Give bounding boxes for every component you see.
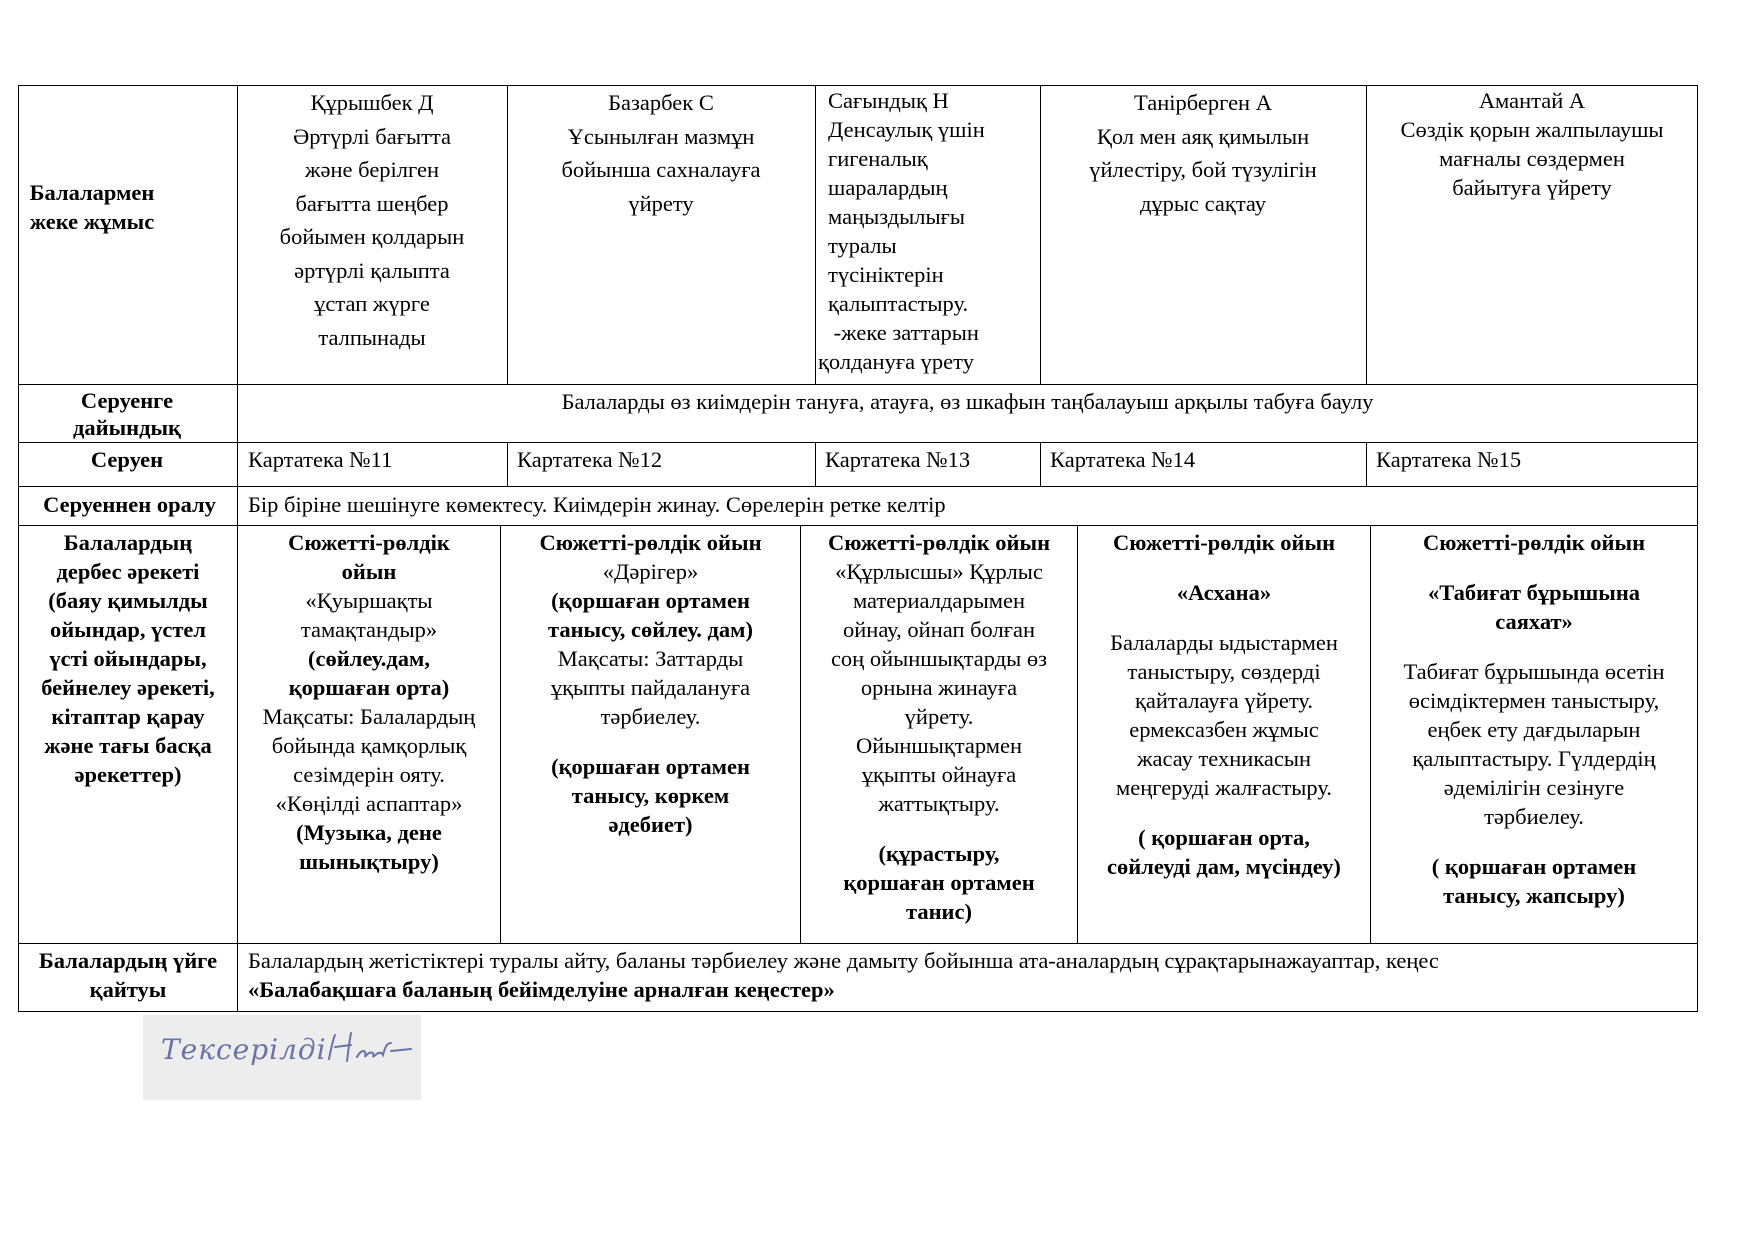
table-border xyxy=(18,486,1698,487)
independent-col-2: Сюжетті-рөлдік ойын «Дәрігер» (қоршаған ортамен танысу, сөйлеу. дам) Мақсаты: Заттарды ұқыпты пайдалануға тәрбиелеу. (қоршаған ортамен танысу, көркем әдебиет) xyxy=(539,530,762,837)
row-label-independent: Балалардың дербес әрекеті (баяу қимылды ойындар, үстел үсті ойындары, бейнелеу әрекеті, кітаптар қарау және тағы басқа әрекеттер) xyxy=(41,530,215,787)
handwritten-signature-icon xyxy=(321,1029,416,1069)
child-name: Танірберген А xyxy=(1134,90,1272,115)
table-border xyxy=(237,85,238,1012)
table-border xyxy=(1040,85,1041,385)
table-border xyxy=(815,85,816,385)
walk-card-1: Картатека №11 xyxy=(248,447,393,472)
table-border xyxy=(1040,442,1041,487)
walk-prep-text: Балаларды өз киімдерін тануға, атауға, өз шкафын таңбалауыш арқылы табуға баулу xyxy=(561,389,1374,414)
table-border xyxy=(500,525,501,944)
row-label-individual-work: Балалармен жеке жұмыс xyxy=(29,180,155,234)
table-border xyxy=(18,1011,1698,1012)
child-name: Құрышбек Д xyxy=(310,90,434,115)
walk-return-text: Бір біріне шешінуге көмектесу. Киімдерін жинау. Сөрелерін ретке келтір xyxy=(248,492,946,517)
table-border xyxy=(507,442,508,487)
table-border xyxy=(1366,442,1367,487)
table-border xyxy=(18,525,1698,526)
table-border xyxy=(1697,85,1698,1012)
table-border xyxy=(800,525,801,944)
walk-card-3: Картатека №13 xyxy=(825,447,971,472)
signature-text: Тексерілді xyxy=(161,1033,327,1066)
child-name: Базарбек С xyxy=(608,90,714,115)
table-border xyxy=(18,442,1698,443)
table-border xyxy=(18,85,19,1012)
signature-stamp xyxy=(143,1015,421,1100)
child-name: Амантай А xyxy=(1478,88,1586,113)
table-border xyxy=(18,943,1698,944)
independent-col-5: Сюжетті-рөлдік ойын «Табиғат бұрышына саяхат» Табиғат бұрышында өсетін өсімдіктермен таныстыру, еңбек ету дағдыларын қалыптастыру. Гүлдердің әдемілігін сезінуге тәрбиелеу. ( қоршаған ортамен танысу, жапсыру) xyxy=(1403,530,1665,908)
individual-col-4: Танірберген А Қол мен аяқ қимылын үйлестіру, бой түзулігін дұрыс сақтау xyxy=(1043,86,1363,220)
table-border xyxy=(1370,525,1371,944)
individual-col-5: Амантай А Сөздік қорын жалпылаушы мағналы сөздермен байытуға үйрету xyxy=(1369,86,1695,202)
independent-col-3: Сюжетті-рөлдік ойын «Құрлысшы» Құрлыс материалдарымен ойнау, ойнап болған соң ойыншықтарды өз орнына жинауға үйрету. Ойыншықтармен ұқыпты ойнауға жаттықтыру. (құрастыру, қоршаған ортамен танис) xyxy=(827,530,1051,924)
row-label-go-home: Балалардың үйге қайтуы xyxy=(38,948,218,1002)
independent-col-1: Сюжетті-рөлдік ойын «Қуыршақты тамақтандыр» (сөйлеу.дам, қоршаған орта) Мақсаты: Балалардың бойында қамқорлық сезімдерін ояту. «Көңілді аспаптар» (Музыка, дене шынықтыру) xyxy=(262,530,476,874)
table-border xyxy=(1077,525,1078,944)
walk-card-5: Картатека №15 xyxy=(1376,447,1522,472)
independent-col-4: Сюжетті-рөлдік ойын «Асхана» Балаларды ыдыстармен таныстыру, сөздерді қайталауға үйрету. ермексазбен жұмыс жасау техникасын меңгеруді жалғастыру. ( қоршаған орта, сөйлеуді дам, мүсіндеу) xyxy=(1107,530,1341,879)
row-label-walk-return: Серуеннен оралу xyxy=(43,492,216,517)
table-border xyxy=(18,384,1698,385)
table-border xyxy=(815,442,816,487)
go-home-text: Балалардың жетістіктері туралы айту, баланы тәрбиелеу және дамыту бойынша ата-аналардың сұрақтарынажауаптар, кеңес «Балабақшаға баланың бейімделуіне арналған кеңестер» xyxy=(248,948,1439,1002)
individual-col-2: Базарбек С Ұсынылған мазмұн бойынша сахналауға үйрету xyxy=(510,86,812,220)
table-border xyxy=(1366,85,1367,385)
walk-card-2: Картатека №12 xyxy=(517,447,663,472)
row-label-walk-prep: Серуенге дайындық xyxy=(72,388,182,440)
individual-col-3: Сағындық Н Денсаулық үшін гигеналық шаралардың маңыздылығы туралы түсініктерін қалыптастыру. -жеке заттарын қолдануға үрету xyxy=(818,86,1038,376)
child-name: Сағындық Н xyxy=(828,88,949,113)
row-label-walk: Серуен xyxy=(90,447,164,472)
individual-col-1: Құрышбек Д Әртүрлі бағытта және берілген бағытта шеңбер бойымен қолдарын әртүрлі қалыпта ұстап жүрге талпынады xyxy=(240,86,504,354)
walk-card-4: Картатека №14 xyxy=(1050,447,1196,472)
table-border xyxy=(507,85,508,385)
